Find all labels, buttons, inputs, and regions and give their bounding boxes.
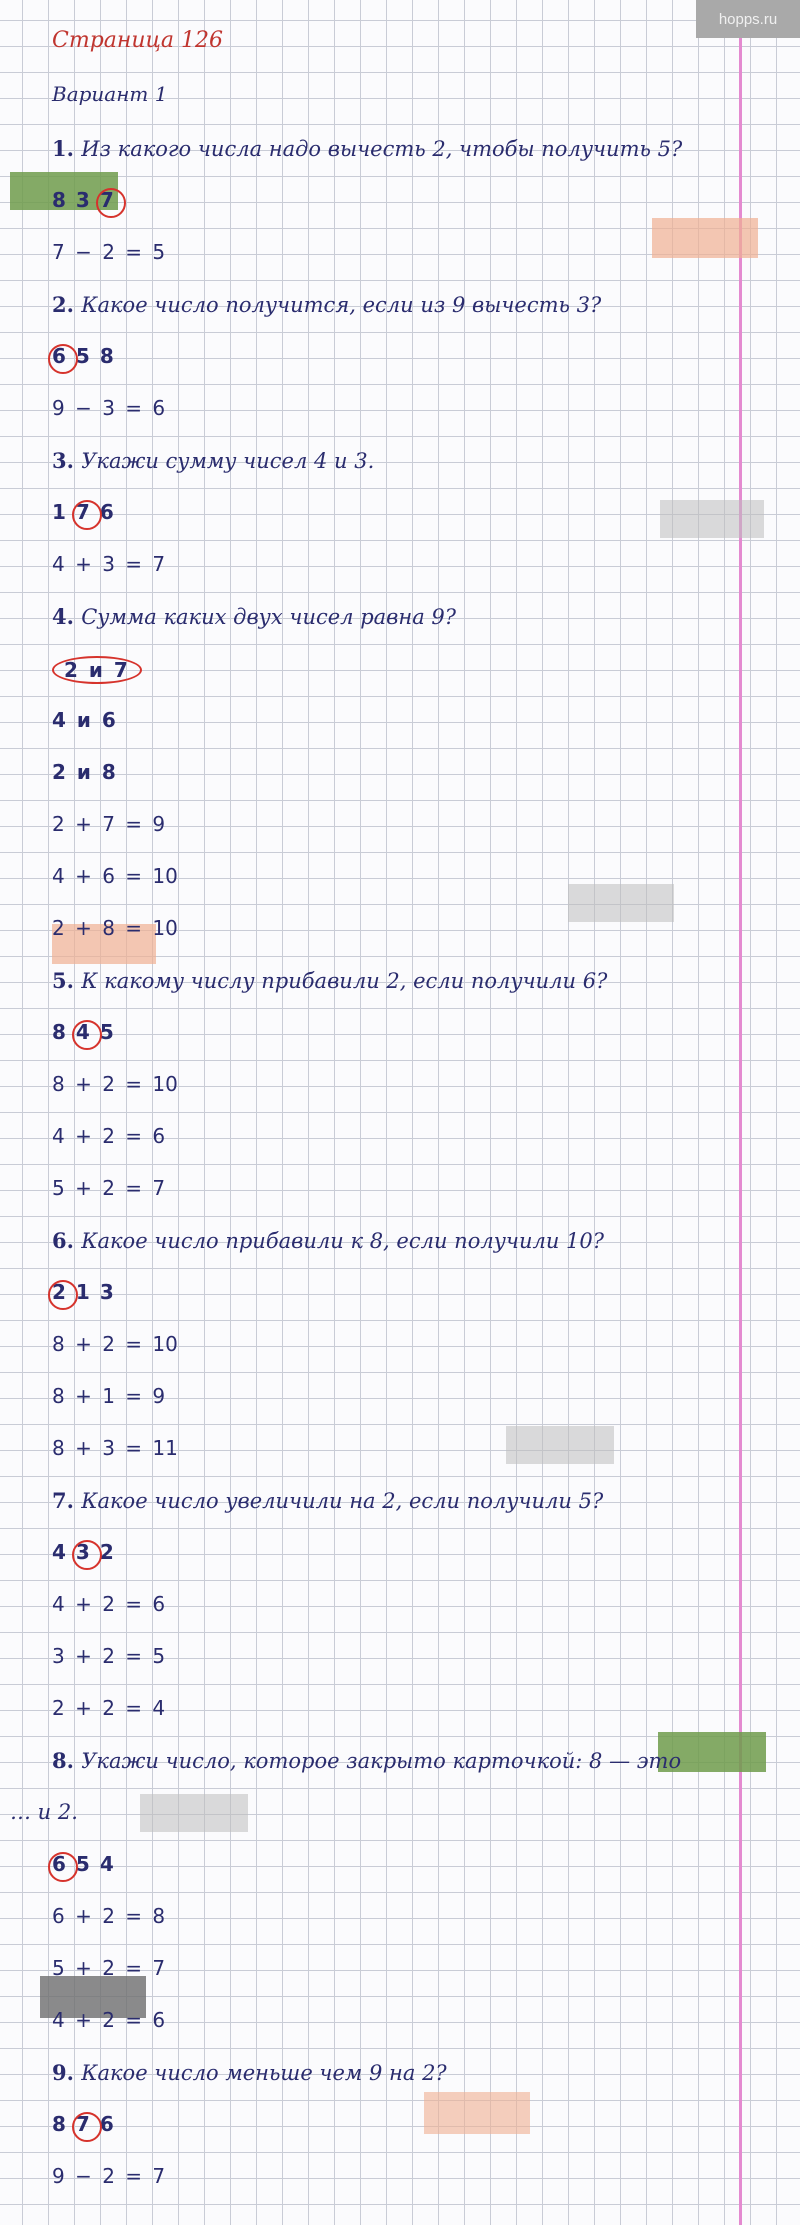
selected-answer: 2 и 7: [52, 656, 142, 684]
option-value: 8: [52, 1020, 68, 1044]
solution-line: 8 + 2 = 10: [52, 1072, 178, 1096]
question-number: 4.: [52, 604, 82, 629]
solution-line: 7 − 2 = 5: [52, 240, 166, 264]
question-text: Укажи сумму чисел 4 и 3.: [81, 449, 375, 473]
question-number: 8.: [52, 1748, 82, 1773]
option-value: 1: [52, 500, 68, 524]
option-value: 6: [99, 2112, 116, 2136]
solution-line: 9 − 2 = 7: [52, 2164, 166, 2188]
answer-options: [52, 344, 124, 368]
answer-options: [52, 1852, 124, 1876]
answer-options: [52, 1280, 124, 1304]
option-value: 4: [99, 1852, 116, 1876]
question-number: 3.: [52, 448, 82, 473]
question-number: 9.: [52, 2060, 82, 2085]
option-value: 6: [99, 500, 116, 524]
solution-line: 5 + 2 = 7: [52, 1176, 166, 1200]
question-4: [52, 604, 456, 629]
solution-line: 2 + 8 = 10: [52, 916, 178, 940]
solution-line: 9 − 3 = 6: [52, 396, 166, 420]
page-title: Страница 126: [52, 28, 224, 53]
question-number: 6.: [52, 1228, 82, 1253]
selected-answer: 7: [75, 500, 92, 524]
sticker-peach: [652, 218, 758, 258]
solution-line: 4 + 2 = 6: [52, 1592, 166, 1616]
option-value: 3: [75, 188, 92, 212]
solution-line: 3 + 2 = 5: [52, 1644, 166, 1668]
variant-label: Вариант 1: [52, 82, 168, 106]
solution-line: 4 + 2 = 6: [52, 2008, 166, 2032]
selected-answer: 6: [52, 1852, 68, 1876]
sticker-gray: [140, 1794, 248, 1832]
question-number: 2.: [52, 292, 82, 317]
option-value: 4: [52, 1540, 68, 1564]
question-number: 7.: [52, 1488, 82, 1513]
option-value: 3: [99, 1280, 116, 1304]
answer-options: [52, 188, 124, 212]
answer-options: [52, 2112, 124, 2136]
answer-options: [52, 1540, 124, 1564]
selected-answer: 7: [99, 188, 116, 212]
question-8: [52, 1748, 681, 1773]
question-text: К какому числу прибавили 2, если получили 6?: [81, 969, 608, 993]
answer-options: [52, 500, 124, 524]
solution-line: 2 + 2 = 4: [52, 1696, 166, 1720]
question-text: Какое число увеличили на 2, если получили 5?: [81, 1489, 604, 1513]
answer-option: [52, 760, 118, 784]
question-text: Сумма каких двух чисел равна 9?: [81, 605, 457, 629]
option-value: 8: [52, 2112, 68, 2136]
selected-answer: 6: [52, 344, 68, 368]
selected-answer: 2: [52, 1280, 68, 1304]
selected-answer: 7: [75, 2112, 92, 2136]
solution-line: 8 + 3 = 11: [52, 1436, 178, 1460]
question-text: Какое число меньше чем 9 на 2?: [81, 2061, 447, 2085]
question-3: [52, 448, 374, 473]
watermark-logo: hopps.ru: [696, 0, 800, 38]
sticker-peach: [424, 2092, 530, 2134]
answer-options: [52, 1020, 124, 1044]
option-value: 2 и 8: [52, 760, 118, 784]
question-6: [52, 1228, 604, 1253]
question-text: Из какого числа надо вычесть 2, чтобы получить 5?: [81, 137, 683, 161]
question-number: 5.: [52, 968, 82, 993]
question-text-continued: … и 2.: [10, 1800, 78, 1824]
solution-line: 6 + 2 = 8: [52, 1904, 166, 1928]
option-value: 2: [99, 1540, 116, 1564]
question-number: 1.: [52, 136, 82, 161]
sticker-gray: [506, 1426, 614, 1464]
solution-line: 5 + 2 = 7: [52, 1956, 166, 1980]
option-value: 1: [75, 1280, 92, 1304]
option-value: 5: [75, 1852, 92, 1876]
question-1: [52, 136, 682, 161]
question-text: Какое число прибавили к 8, если получили 10?: [81, 1229, 605, 1253]
option-value: 8: [99, 344, 116, 368]
selected-answer: 3: [75, 1540, 92, 1564]
option-value: 4 и 6: [52, 708, 118, 732]
sticker-gray: [660, 500, 764, 538]
question-text: Какое число получится, если из 9 вычесть 3?: [81, 293, 602, 317]
margin-line: [739, 0, 742, 2225]
selected-answer: 4: [75, 1020, 92, 1044]
question-text: Укажи число, которое закрыто карточкой: 8 — это: [81, 1749, 682, 1773]
sticker-gray: [568, 884, 674, 922]
option-value: 5: [99, 1020, 116, 1044]
question-9: [52, 2060, 447, 2085]
solution-line: 2 + 7 = 9: [52, 812, 166, 836]
question-7: [52, 1488, 603, 1513]
answer-option: [52, 708, 118, 732]
question-2: [52, 292, 601, 317]
solution-line: 4 + 6 = 10: [52, 864, 178, 888]
solution-line: 4 + 2 = 6: [52, 1124, 166, 1148]
solution-line: 8 + 2 = 10: [52, 1332, 178, 1356]
option-value: 5: [75, 344, 92, 368]
solution-line: 4 + 3 = 7: [52, 552, 166, 576]
option-value: 8: [52, 188, 68, 212]
answer-option: [52, 656, 142, 684]
question-5: [52, 968, 607, 993]
solution-line: 8 + 1 = 9: [52, 1384, 166, 1408]
